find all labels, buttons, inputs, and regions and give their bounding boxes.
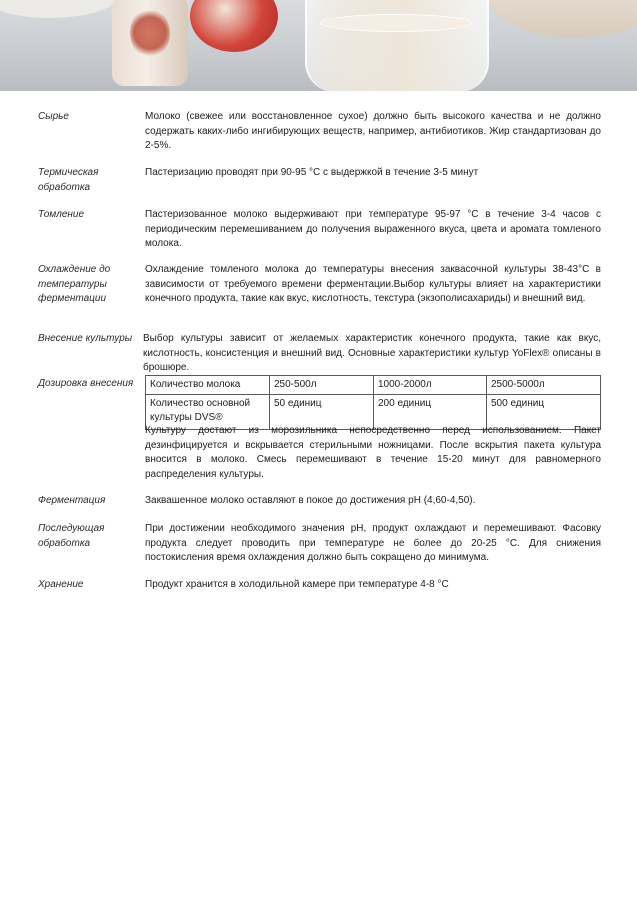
section-text-storage: Продукт хранится в холодильной камере при температуре 4-8 °С xyxy=(145,579,449,590)
table-cell: Количество молока xyxy=(146,376,270,395)
section-label-raw-material: Сырье xyxy=(38,111,69,122)
section-label-dosage: Дозировка внесения xyxy=(38,378,134,389)
table-cell: 50 единиц xyxy=(270,395,374,430)
banner-photo xyxy=(0,0,637,91)
section-label-culture-addition: Внесение культуры xyxy=(38,333,133,344)
section-label-stewing: Томление xyxy=(38,209,85,220)
table-cell: 2500-5000л xyxy=(487,376,601,395)
section-text-post-processing: При достижении необходимого значения pH, продукт охлаждают и перемешивают. Фасовку продукта следует проводить при температуре не более до 20-25 °С. Для снижения постокисления время охлаждения должно быть сокращено до минимума. xyxy=(145,523,601,563)
section-text-fermentation: Заквашенное молоко оставляют в покое до достижения pH (4,60-4,50). xyxy=(145,495,476,506)
apple-shape xyxy=(190,0,278,52)
section-text-dosage: Культуру достают из морозильника непосредственно перед использованием. Пакет дезинфицируется и вскрывается стерильными ножницами. После вскрытия пакета культура вносится в молоко. Смесь перемешивают в течение 15-20 минут для равномерного распределения культуры. xyxy=(145,425,601,480)
section-text-cooling: Охлаждение томленого молока до температуры внесения заквасочной культуры 38-43°С в зависимости от требуемого времени ферментации.Выбор культуры влияет на характеристики конечного продукта, такие как вкус, кислотность, текстура (экзополисахариды) и внешний вид. xyxy=(145,264,601,304)
table-cell: 1000-2000л xyxy=(374,376,487,395)
section-text-culture-addition: Выбор культуры зависит от желаемых характеристик конечного продукта, такие как вкус, кислотность, консистенция и внешний вид. Основные характеристики культур YoFlex® описаны в брошюре. xyxy=(143,333,601,373)
table-cell: Количество основной культуры DVS® xyxy=(146,395,270,430)
section-label-storage: Хранение xyxy=(38,579,84,590)
table-cell: 200 единиц xyxy=(374,395,487,430)
section-label-cooling: Охлаждение до температуры ферментации xyxy=(38,264,111,304)
section-label-post-processing: Последующая обработка xyxy=(38,523,105,549)
section-text-raw-material: Молоко (свежее или восстановленное сухое) должно быть высокого качества и не должно содержать каких-либо ингибирующих веществ, например, антибиотиков. Жир стандартизован до 2-5%. xyxy=(145,111,601,151)
section-text-heat-treatment: Пастеризацию проводят при 90-95 °С с выдержкой в течение 3-5 минут xyxy=(145,167,479,178)
section-text-stewing: Пастеризованное молоко выдерживают при температуре 95-97 °С в течение 3-4 часов с периодическим перемешиванием до получения выраженного вкуса, цвета и аромата томленого молока. xyxy=(145,209,601,249)
section-label-fermentation: Ферментация xyxy=(38,495,106,506)
section-label-heat-treatment: Термическая обработка xyxy=(38,167,99,193)
bowl-shape xyxy=(490,0,637,38)
table-cell: 250-500л xyxy=(270,376,374,395)
bottle-print-shape xyxy=(130,8,170,58)
table-row xyxy=(146,376,601,395)
milk-glass-rim-shape xyxy=(320,14,472,32)
plate-shape xyxy=(0,0,120,18)
table-cell: 500 единиц xyxy=(487,395,601,430)
dosage-table xyxy=(145,375,601,430)
